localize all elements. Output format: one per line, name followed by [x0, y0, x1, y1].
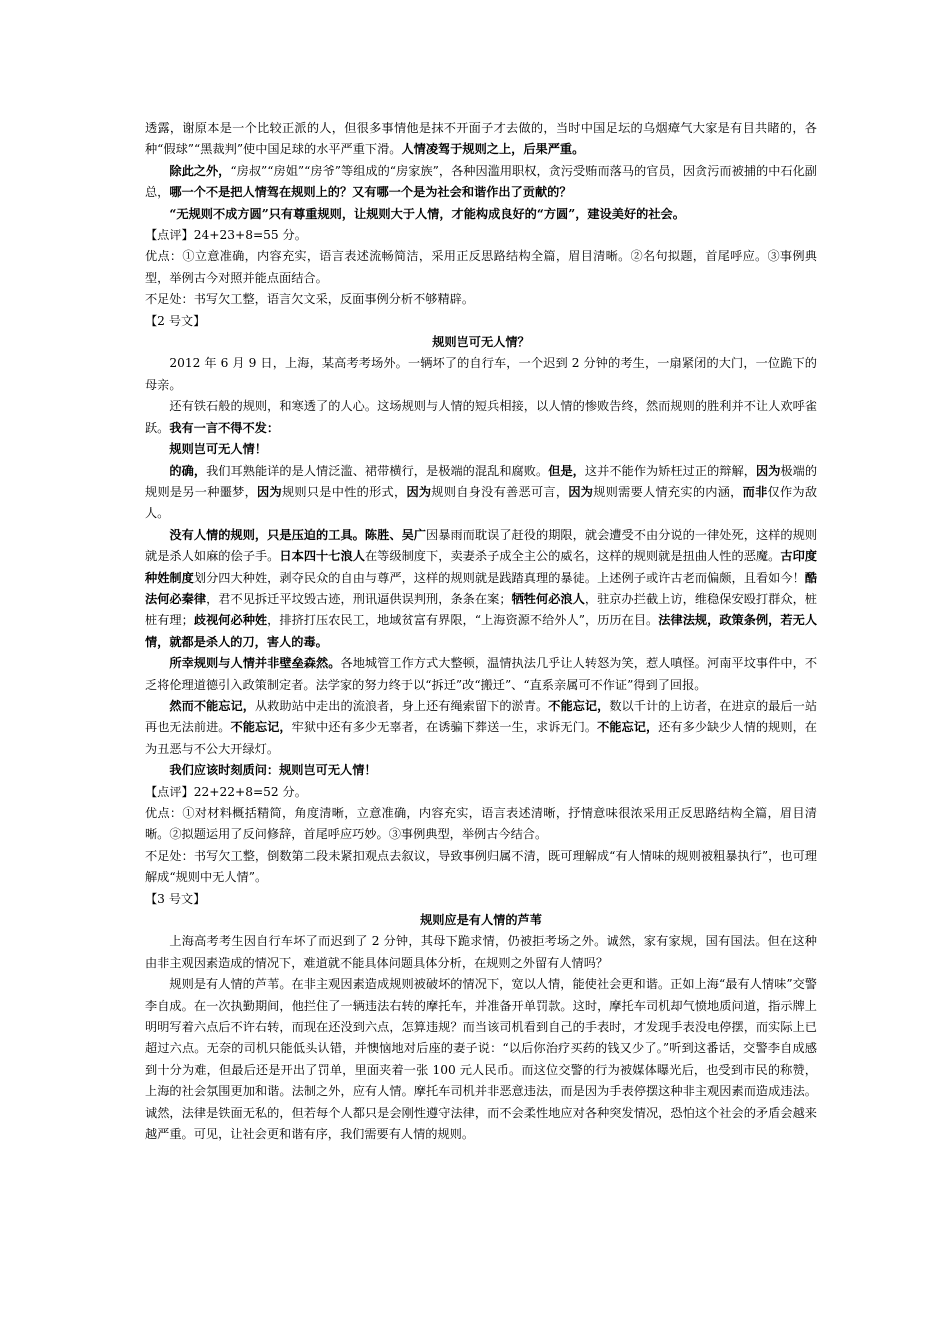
essay3-paragraph-2: 规则是有人情的芦苇。在非主观因素造成规则被破坏的情况下，宽以人情，能使社会更和谐。正如上海“最有人情味”交警李自成。在一次执勤期间，他拦住了一辆违法右转的摩托车，并准备开单罚款。这时，摩托车司机却气愤地质问道，指示牌上明明写着六点后不许右转，而现在还没到六点，怎算违规？而当该司机看到自己的手表时，才发现手表没电停摆，而实际上已超过六点。无奈的司机只能低头认错，并懊恼地对后座的妻子说：“以后你治疗买药的钱又少了。”听到这番话，交警李自成感到十分为难，但最后还是开出了罚单，里面夹着一张 100 元人民币。而这位交警的行为被媒体曝光后，也受到市民的称赞，上海的社会氛围更加和谐。法制之外，应有人情。摩托车司机并非恶意违法，而是因为手表停摆这种非主观因素而造成违法。诚然，法律是铁面无私的，但若每个人都只是会刚性遵守法律，而不会柔性地应对各种突发情况，恐怕这个社会的矛盾会越来越严重。可见，让社会更和谐有序，我们需要有人情的规则。 — [145, 977, 817, 1142]
essay2-paragraph-4: 的确，我们耳熟能详的是人情泛滥、裙带横行，是极端的混乱和腐败。但是，这并不能作为矫枉过正的辩解，因为极端的规则是另一种噩梦，因为规则只是中性的形式，因为规则自身没有善恶可言，因为规则需要人情充实的内涵，而非仅作为敌人。 — [145, 463, 818, 521]
essay2-label: 【2 号文】 — [145, 313, 206, 328]
essay2-paragraph-7: 然而不能忘记，从救助站中走出的流浪者，身上还有绳索留下的淤青。不能忘记，数以千计的上访者，在进京的最后一站再也无法前进。不能忘记，牢狱中还有多少无辜者，在诱骗下葬送一生，求诉无门。不能忘记，还有多少缺少人情的规则，在为丑恶与不公大开绿灯。 — [145, 698, 818, 756]
document-body — [145, 118, 817, 1146]
essay1-paragraph-1: 透露，谢原本是一个比较正派的人，但很多事情他是抹不开面子才去做的，当时中国足坛的乌烟瘴气大家是有目共睹的，各种“假球”“黑裁判”使中国足球的水平严重下滑。人情凌驾于规则之上，后果严重。 — [145, 121, 817, 157]
essay2-paragraph-2: 还有铁石般的规则，和寒透了的人心。这场规则与人情的短兵相接，以人情的惨败告终，然而规则的胜利并不让人欢呼雀跃。我有一言不得不发： — [145, 399, 817, 435]
essay3-label: 【3 号文】 — [145, 891, 206, 906]
essay2-paragraph-6: 所幸规则与人情并非壁垒森然。各地城管工作方式大整顿，温情执法几乎让人转怒为笑，惹人嗔怪。河南平坟事件中，不乏将伦理道德引入政策制定者。法学家的努力终于以“拆迁”改“搬迁”、“直系亲属可不作证”得到了回报。 — [145, 656, 818, 692]
essay2-conclusion: 我们应该时刻质问：规则岂可无人情！ — [169, 763, 377, 778]
essay3-title: 规则应是有人情的芦苇 — [420, 913, 542, 928]
essay2-title: 规则岂可无人情？ — [432, 335, 530, 350]
essay1-review-flaws: 不足处：书写欠工整，语言欠文采，反面事例分析不够精辟。 — [145, 292, 475, 307]
essay1-review-merits: 优点：①立意准确，内容充实，语言表述流畅简洁，采用正反思路结构全篇，眉目清晰。②名句拟题，首尾呼应。③事例典型，举例古今对照并能点面结合。 — [145, 249, 817, 285]
essay2-review-score: 【点评】22+22+8=52 分。 — [145, 784, 307, 799]
essay2-thesis: 规则岂可无人情！ — [169, 442, 267, 457]
essay1-paragraph-2: 除此之外，“房叔”“房姐”“房爷”等组成的“房家族”，各种因滥用职权，贪污受贿而落马的官员，因贪污而被捕的中石化副总，哪一个不是把人情驾在规则上的？又有哪一个是为社会和谐作出了贡献的？ — [145, 163, 817, 200]
essay2-paragraph-5: 没有人情的规则，只是压迫的工具。陈胜、吴广因暴雨而耽误了赶役的期限，就会遭受不由分说的一律处死，这样的规则就是杀人如麻的侩子手。日本四十七浪人在等级制度下，卖妻杀子成全主公的威名，这样的规则就是扭曲人性的恶魔。古印度种姓制度划分四大种姓，剥夺民众的自由与尊严，这样的规则就是践踏真理的暴徒。上述例子或许古老而偏颇，且看如今！酷法何必秦律，君不见拆迁平坟毁古迹，刑讯逼供误判刑，条条在案；牺牲何必浪人，驻京办拦截上访，维稳保安殴打群众，桩桩有理；歧视何必种姓，排挤打压农民工，地域贫富有界限，“上海资源不给外人”，历历在目。法律法规，政策条例，若无人情，就都是杀人的刀，害人的毒。 — [145, 527, 818, 649]
essay2-review-merits: 优点：①对材料概括精简，角度清晰，立意准确，内容充实，语言表述清晰，抒情意味很浓采用正反思路结构全篇，眉目清晰。②拟题运用了反问修辞，首尾呼应巧妙。③事例典型，举例古今结合。 — [145, 806, 817, 842]
essay1-paragraph-3: “无规则不成方圆”只有尊重规则，让规则大于人情，才能构成良好的“方圆”，建设美好的社会。 — [169, 206, 685, 221]
essay2-review-flaws: 不足处：书写欠工整，倒数第二段未紧扣观点去叙议，导致事例归属不清，既可理解成“有人情味的规则被粗暴执行”，也可理解成“规则中无人情”。 — [145, 848, 817, 885]
essay3-paragraph-1: 上海高考考生因自行车坏了而迟到了 2 分钟，其母下跪求情，仍被拒考场之外。诚然，家有家规，国有国法。但在这种由非主观因素造成的情况下，难道就不能具体问题具体分析，在规则之外留有人情吗？ — [145, 934, 817, 970]
essay2-paragraph-1: 2012 年 6 月 9 日，上海，某高考考场外。一辆坏了的自行车，一个迟到 2 分钟的考生，一扇紧闭的大门，一位跪下的母亲。 — [145, 356, 817, 392]
essay1-review-score: 【点评】24+23+8=55 分。 — [145, 228, 307, 243]
